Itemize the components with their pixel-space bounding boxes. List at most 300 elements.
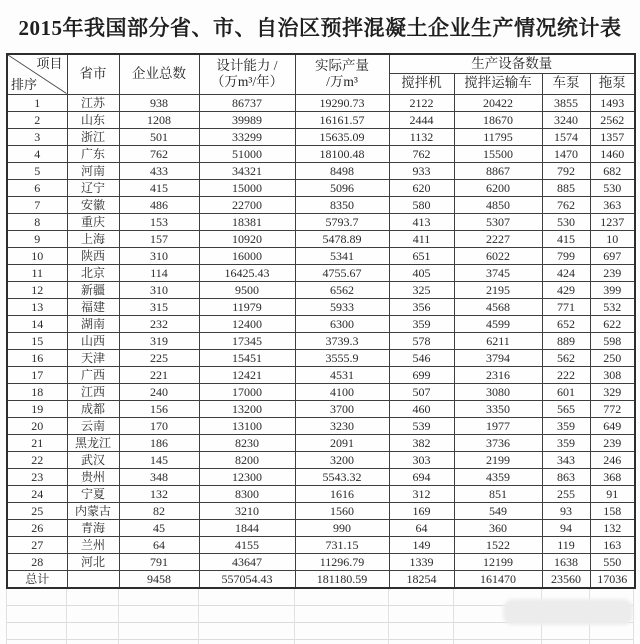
table-cell: 贵州 bbox=[67, 468, 119, 485]
table-row bbox=[7, 468, 635, 485]
table-cell: 549 bbox=[454, 502, 542, 519]
table-cell: 699 bbox=[389, 366, 454, 383]
table-row bbox=[7, 536, 635, 553]
table-cell: 3240 bbox=[542, 111, 590, 128]
table-cell: 8 bbox=[7, 213, 67, 230]
table-cell: 539 bbox=[389, 417, 454, 434]
table-cell: 2199 bbox=[454, 451, 542, 468]
table-cell: 562 bbox=[542, 349, 590, 366]
table-cell: 246 bbox=[590, 451, 635, 468]
table-cell: 1574 bbox=[542, 128, 590, 145]
spreadsheet-gridline-vertical bbox=[294, 589, 295, 644]
table-cell: 安徽 bbox=[67, 196, 119, 213]
table-row bbox=[7, 179, 635, 196]
table-cell: 8350 bbox=[295, 196, 389, 213]
table-cell: 415 bbox=[119, 179, 199, 196]
table-cell: 武汉 bbox=[67, 451, 119, 468]
table-cell: 368 bbox=[590, 468, 635, 485]
header-trailer-pump: 拖泵 bbox=[590, 73, 635, 94]
table-cell: 64 bbox=[389, 519, 454, 536]
table-cell: 22700 bbox=[199, 196, 295, 213]
table-cell: 43647 bbox=[199, 553, 295, 570]
table-cell: 91 bbox=[590, 485, 635, 502]
table-cell: 33299 bbox=[199, 128, 295, 145]
table-cell: 652 bbox=[542, 315, 590, 332]
table-cell: 青海 bbox=[67, 519, 119, 536]
table-cell: 1844 bbox=[199, 519, 295, 536]
table-cell: 170 bbox=[119, 417, 199, 434]
table-row bbox=[7, 264, 635, 281]
table-cell: 697 bbox=[590, 247, 635, 264]
table-cell: 16 bbox=[7, 349, 67, 366]
table-cell: 578 bbox=[389, 332, 454, 349]
spreadsheet-gridline-vertical bbox=[633, 589, 634, 644]
table-cell: 17036 bbox=[590, 570, 635, 588]
table-cell: 北京 bbox=[67, 264, 119, 281]
table-cell: 532 bbox=[590, 298, 635, 315]
table-cell: 232 bbox=[119, 315, 199, 332]
table-cell: 1470 bbox=[542, 145, 590, 162]
table-row bbox=[7, 145, 635, 162]
table-cell: 19290.73 bbox=[295, 94, 389, 111]
table-cell: 601 bbox=[542, 383, 590, 400]
table-row bbox=[7, 502, 635, 519]
table-cell: 山东 bbox=[67, 111, 119, 128]
table-cell: 河南 bbox=[67, 162, 119, 179]
table-cell: 329 bbox=[590, 383, 635, 400]
table-cell: 15000 bbox=[199, 179, 295, 196]
table-cell: 762 bbox=[389, 145, 454, 162]
table-cell: 江苏 bbox=[67, 94, 119, 111]
table-cell: 580 bbox=[389, 196, 454, 213]
table-cell: 12421 bbox=[199, 366, 295, 383]
table-cell: 343 bbox=[542, 451, 590, 468]
table-cell: 153 bbox=[119, 213, 199, 230]
table-cell: 18254 bbox=[389, 570, 454, 588]
table-cell: 13100 bbox=[199, 417, 295, 434]
table-cell: 565 bbox=[542, 400, 590, 417]
corner-label-item: 项目 bbox=[36, 56, 63, 71]
table-cell: 3210 bbox=[199, 502, 295, 519]
table-cell: 11296.79 bbox=[295, 553, 389, 570]
table-cell: 1339 bbox=[389, 553, 454, 570]
table-cell: 12 bbox=[7, 281, 67, 298]
table-cell: 6211 bbox=[454, 332, 542, 349]
table-row bbox=[7, 519, 635, 536]
table-cell: 161470 bbox=[454, 570, 542, 588]
spreadsheet-gridline-vertical bbox=[198, 589, 199, 644]
table-cell: 933 bbox=[389, 162, 454, 179]
table-cell: 310 bbox=[119, 281, 199, 298]
table-cell: 411 bbox=[389, 230, 454, 247]
table-cell: 4850 bbox=[454, 196, 542, 213]
table-cell: 河北 bbox=[67, 553, 119, 570]
table-cell: 359 bbox=[542, 434, 590, 451]
corner-label-rank: 排序 bbox=[11, 76, 38, 92]
table-cell: 682 bbox=[590, 162, 635, 179]
table-row bbox=[7, 315, 635, 332]
table-cell: 360 bbox=[454, 519, 542, 536]
table-cell: 18 bbox=[7, 383, 67, 400]
table-cell: 重庆 bbox=[67, 213, 119, 230]
table-cell: 24 bbox=[7, 485, 67, 502]
table-cell: 181180.59 bbox=[295, 570, 389, 588]
table-cell: 2122 bbox=[389, 94, 454, 111]
table-row bbox=[7, 553, 635, 570]
table-cell: 12400 bbox=[199, 315, 295, 332]
table-cell: 620 bbox=[389, 179, 454, 196]
table-cell: 17000 bbox=[199, 383, 295, 400]
table-cell: 303 bbox=[389, 451, 454, 468]
table-cell: 186 bbox=[119, 434, 199, 451]
table-cell: 11979 bbox=[199, 298, 295, 315]
table-cell: 34321 bbox=[199, 162, 295, 179]
table-cell: 福建 bbox=[67, 298, 119, 315]
table-cell: 885 bbox=[542, 179, 590, 196]
table-cell: 501 bbox=[119, 128, 199, 145]
table-cell: 9458 bbox=[119, 570, 199, 588]
table-cell: 82 bbox=[119, 502, 199, 519]
table-cell: 1132 bbox=[389, 128, 454, 145]
table-cell: 8300 bbox=[199, 485, 295, 502]
table-cell: 156 bbox=[119, 400, 199, 417]
watermark-blob bbox=[503, 599, 633, 625]
table-cell: 771 bbox=[542, 298, 590, 315]
table-cell: 3350 bbox=[454, 400, 542, 417]
table-row bbox=[7, 570, 635, 588]
table-cell: 27 bbox=[7, 536, 67, 553]
table-cell: 6562 bbox=[295, 281, 389, 298]
table-row bbox=[7, 400, 635, 417]
table-cell: 7 bbox=[7, 196, 67, 213]
header-total-enterprises: 企业总数 bbox=[119, 54, 199, 94]
table-cell: 1616 bbox=[295, 485, 389, 502]
table-row bbox=[7, 281, 635, 298]
table-cell: 486 bbox=[119, 196, 199, 213]
table-cell: 10920 bbox=[199, 230, 295, 247]
table-row bbox=[7, 247, 635, 264]
table-cell: 5096 bbox=[295, 179, 389, 196]
header-truck-pump: 车泵 bbox=[542, 73, 590, 94]
table-cell: 851 bbox=[454, 485, 542, 502]
table-cell: 363 bbox=[590, 196, 635, 213]
table-cell: 312 bbox=[389, 485, 454, 502]
table-cell: 云南 bbox=[67, 417, 119, 434]
table-cell: 132 bbox=[119, 485, 199, 502]
table-cell: 114 bbox=[119, 264, 199, 281]
table-cell: 310 bbox=[119, 247, 199, 264]
header-actual-output bbox=[295, 54, 389, 94]
table-cell: 772 bbox=[590, 400, 635, 417]
spreadsheet-gridline-vertical bbox=[118, 589, 119, 644]
table-cell: 429 bbox=[542, 281, 590, 298]
table-cell: 93 bbox=[542, 502, 590, 519]
table-cell: 399 bbox=[590, 281, 635, 298]
table-cell: 239 bbox=[590, 434, 635, 451]
statistics-table bbox=[6, 53, 636, 589]
table-cell: 762 bbox=[119, 145, 199, 162]
table-cell: 15451 bbox=[199, 349, 295, 366]
table-cell: 16000 bbox=[199, 247, 295, 264]
table-cell: 5543.32 bbox=[295, 468, 389, 485]
table-cell: 1493 bbox=[590, 94, 635, 111]
table-cell: 9 bbox=[7, 230, 67, 247]
table-cell: 1 bbox=[7, 94, 67, 111]
table-row bbox=[7, 162, 635, 179]
table-cell: 158 bbox=[590, 502, 635, 519]
header-equipment-group: 生产设备数量 bbox=[389, 54, 635, 73]
table-cell: 694 bbox=[389, 468, 454, 485]
table-row bbox=[7, 111, 635, 128]
table-cell: 6022 bbox=[454, 247, 542, 264]
table-row bbox=[7, 196, 635, 213]
table-cell: 8230 bbox=[199, 434, 295, 451]
table-row bbox=[7, 230, 635, 247]
header-actual-output-line2: /万m³ bbox=[326, 74, 358, 90]
table-row bbox=[7, 349, 635, 366]
table-cell: 359 bbox=[542, 417, 590, 434]
table-cell: 26 bbox=[7, 519, 67, 536]
table-cell: 4599 bbox=[454, 315, 542, 332]
table-cell: 18670 bbox=[454, 111, 542, 128]
table-cell: 广东 bbox=[67, 145, 119, 162]
table-cell: 3080 bbox=[454, 383, 542, 400]
table-cell: 11 bbox=[7, 264, 67, 281]
table-cell: 424 bbox=[542, 264, 590, 281]
table-cell: 15635.09 bbox=[295, 128, 389, 145]
table-cell: 10 bbox=[7, 247, 67, 264]
page-title: 2015年我国部分省、市、自治区预拌混凝土企业生产情况统计表 bbox=[18, 16, 622, 40]
table-cell: 2227 bbox=[454, 230, 542, 247]
table-cell: 1357 bbox=[590, 128, 635, 145]
table-cell: 2195 bbox=[454, 281, 542, 298]
table-cell: 江西 bbox=[67, 383, 119, 400]
table-cell: 8200 bbox=[199, 451, 295, 468]
table-body bbox=[7, 94, 635, 588]
table-cell: 169 bbox=[389, 502, 454, 519]
table-cell: 13 bbox=[7, 298, 67, 315]
table-cell: 221 bbox=[119, 366, 199, 383]
table-cell: 382 bbox=[389, 434, 454, 451]
corner-cell bbox=[7, 54, 67, 94]
header-actual-output-line1: 实际产量 bbox=[315, 58, 369, 74]
table-cell: 45 bbox=[119, 519, 199, 536]
table-cell: 359 bbox=[389, 315, 454, 332]
table-cell: 5 bbox=[7, 162, 67, 179]
table-cell: 405 bbox=[389, 264, 454, 281]
table-cell: 308 bbox=[590, 366, 635, 383]
table-cell: 163 bbox=[590, 536, 635, 553]
table-cell: 10 bbox=[590, 230, 635, 247]
table-cell: 2316 bbox=[454, 366, 542, 383]
table-cell: 1237 bbox=[590, 213, 635, 230]
header-province: 省市 bbox=[67, 54, 119, 94]
table-cell: 14 bbox=[7, 315, 67, 332]
table-cell: 1522 bbox=[454, 536, 542, 553]
header-mixer-truck: 搅拌运输车 bbox=[454, 73, 542, 94]
table-cell: 2562 bbox=[590, 111, 635, 128]
table-cell: 5478.89 bbox=[295, 230, 389, 247]
table-cell: 356 bbox=[389, 298, 454, 315]
table-cell: 山西 bbox=[67, 332, 119, 349]
table-cell: 863 bbox=[542, 468, 590, 485]
table-cell: 18100.48 bbox=[295, 145, 389, 162]
table-cell: 上海 bbox=[67, 230, 119, 247]
table-cell: 25 bbox=[7, 502, 67, 519]
header-design-capacity bbox=[199, 54, 295, 94]
table-cell: 240 bbox=[119, 383, 199, 400]
table-cell: 530 bbox=[542, 213, 590, 230]
table-cell: 51000 bbox=[199, 145, 295, 162]
table-cell: 20422 bbox=[454, 94, 542, 111]
table-cell: 1560 bbox=[295, 502, 389, 519]
table-cell: 2091 bbox=[295, 434, 389, 451]
table-cell: 23560 bbox=[542, 570, 590, 588]
table-cell: 1638 bbox=[542, 553, 590, 570]
table-cell: 5933 bbox=[295, 298, 389, 315]
table-cell: 731.15 bbox=[295, 536, 389, 553]
table-cell: 1208 bbox=[119, 111, 199, 128]
table-cell: 149 bbox=[389, 536, 454, 553]
table-cell: 889 bbox=[542, 332, 590, 349]
table-cell: 64 bbox=[119, 536, 199, 553]
table-cell: 94 bbox=[542, 519, 590, 536]
table-row bbox=[7, 451, 635, 468]
spreadsheet-gridline-vertical bbox=[6, 589, 7, 644]
table-cell: 16161.57 bbox=[295, 111, 389, 128]
table-row bbox=[7, 434, 635, 451]
table-cell: 415 bbox=[542, 230, 590, 247]
table-row bbox=[7, 298, 635, 315]
table-cell: 19 bbox=[7, 400, 67, 417]
table-cell: 22 bbox=[7, 451, 67, 468]
table-cell: 11795 bbox=[454, 128, 542, 145]
table-cell: 3855 bbox=[542, 94, 590, 111]
table-cell: 39989 bbox=[199, 111, 295, 128]
table-cell: 3739.3 bbox=[295, 332, 389, 349]
table-cell: 938 bbox=[119, 94, 199, 111]
table-row bbox=[7, 128, 635, 145]
table-cell: 3745 bbox=[454, 264, 542, 281]
spreadsheet-gridline-vertical bbox=[388, 589, 389, 644]
table-cell: 250 bbox=[590, 349, 635, 366]
table-cell: 530 bbox=[590, 179, 635, 196]
table-cell: 239 bbox=[590, 264, 635, 281]
table-cell: 陕西 bbox=[67, 247, 119, 264]
table-cell: 622 bbox=[590, 315, 635, 332]
table-cell: 132 bbox=[590, 519, 635, 536]
table-cell: 86737 bbox=[199, 94, 295, 111]
table-row bbox=[7, 332, 635, 349]
table-cell: 15500 bbox=[454, 145, 542, 162]
table-cell: 1460 bbox=[590, 145, 635, 162]
table-cell: 17 bbox=[7, 366, 67, 383]
table-cell: 792 bbox=[542, 162, 590, 179]
table-cell: 799 bbox=[542, 247, 590, 264]
table-cell: 5341 bbox=[295, 247, 389, 264]
header-design-capacity-line1: 设计能力 / bbox=[216, 58, 278, 74]
table-cell: 3230 bbox=[295, 417, 389, 434]
table-cell: 4359 bbox=[454, 468, 542, 485]
table-cell: 990 bbox=[295, 519, 389, 536]
table-cell: 天津 bbox=[67, 349, 119, 366]
table-cell: 4100 bbox=[295, 383, 389, 400]
table-cell: 119 bbox=[542, 536, 590, 553]
table-cell: 3794 bbox=[454, 349, 542, 366]
table-cell: 651 bbox=[389, 247, 454, 264]
table-cell: 791 bbox=[119, 553, 199, 570]
table-cell: 黑龙江 bbox=[67, 434, 119, 451]
table-cell: 17345 bbox=[199, 332, 295, 349]
table-cell: 1977 bbox=[454, 417, 542, 434]
table-cell bbox=[67, 570, 119, 588]
table-row bbox=[7, 213, 635, 230]
table-cell: 宁夏 bbox=[67, 485, 119, 502]
table-cell: 20 bbox=[7, 417, 67, 434]
table-cell: 广西 bbox=[67, 366, 119, 383]
table-cell: 12300 bbox=[199, 468, 295, 485]
table-cell: 3700 bbox=[295, 400, 389, 417]
table-cell: 新疆 bbox=[67, 281, 119, 298]
table-cell: 255 bbox=[542, 485, 590, 502]
table-cell: 兰州 bbox=[67, 536, 119, 553]
table-cell: 546 bbox=[389, 349, 454, 366]
table-cell: 557054.43 bbox=[199, 570, 295, 588]
table-row bbox=[7, 94, 635, 111]
table-cell: 12199 bbox=[454, 553, 542, 570]
table-cell: 浙江 bbox=[67, 128, 119, 145]
table-cell: 湖南 bbox=[67, 315, 119, 332]
table-cell: 5307 bbox=[454, 213, 542, 230]
table-cell: 2 bbox=[7, 111, 67, 128]
table-cell: 762 bbox=[542, 196, 590, 213]
table-cell: 6300 bbox=[295, 315, 389, 332]
spreadsheet-gridline-vertical bbox=[453, 589, 454, 644]
table-cell: 598 bbox=[590, 332, 635, 349]
table-cell: 222 bbox=[542, 366, 590, 383]
table-cell: 3 bbox=[7, 128, 67, 145]
table-cell: 成都 bbox=[67, 400, 119, 417]
table-cell: 总计 bbox=[7, 570, 67, 588]
table-cell: 21 bbox=[7, 434, 67, 451]
table-cell: 315 bbox=[119, 298, 199, 315]
table-cell: 4531 bbox=[295, 366, 389, 383]
table-cell: 325 bbox=[389, 281, 454, 298]
table-cell: 辽宁 bbox=[67, 179, 119, 196]
table-cell: 4 bbox=[7, 145, 67, 162]
table-row bbox=[7, 485, 635, 502]
table-cell: 23 bbox=[7, 468, 67, 485]
table-cell: 3555.9 bbox=[295, 349, 389, 366]
table-cell: 4755.67 bbox=[295, 264, 389, 281]
table-cell: 6 bbox=[7, 179, 67, 196]
table-cell: 3200 bbox=[295, 451, 389, 468]
table-cell: 6200 bbox=[454, 179, 542, 196]
table-cell: 2444 bbox=[389, 111, 454, 128]
table-cell: 433 bbox=[119, 162, 199, 179]
table-row bbox=[7, 383, 635, 400]
table-cell: 4568 bbox=[454, 298, 542, 315]
table-cell: 145 bbox=[119, 451, 199, 468]
table-cell: 319 bbox=[119, 332, 199, 349]
table-cell: 28 bbox=[7, 553, 67, 570]
table-cell: 550 bbox=[590, 553, 635, 570]
table-cell: 460 bbox=[389, 400, 454, 417]
table-cell: 18381 bbox=[199, 213, 295, 230]
spreadsheet-gridline-vertical bbox=[66, 589, 67, 644]
table-cell: 413 bbox=[389, 213, 454, 230]
table-cell: 4155 bbox=[199, 536, 295, 553]
